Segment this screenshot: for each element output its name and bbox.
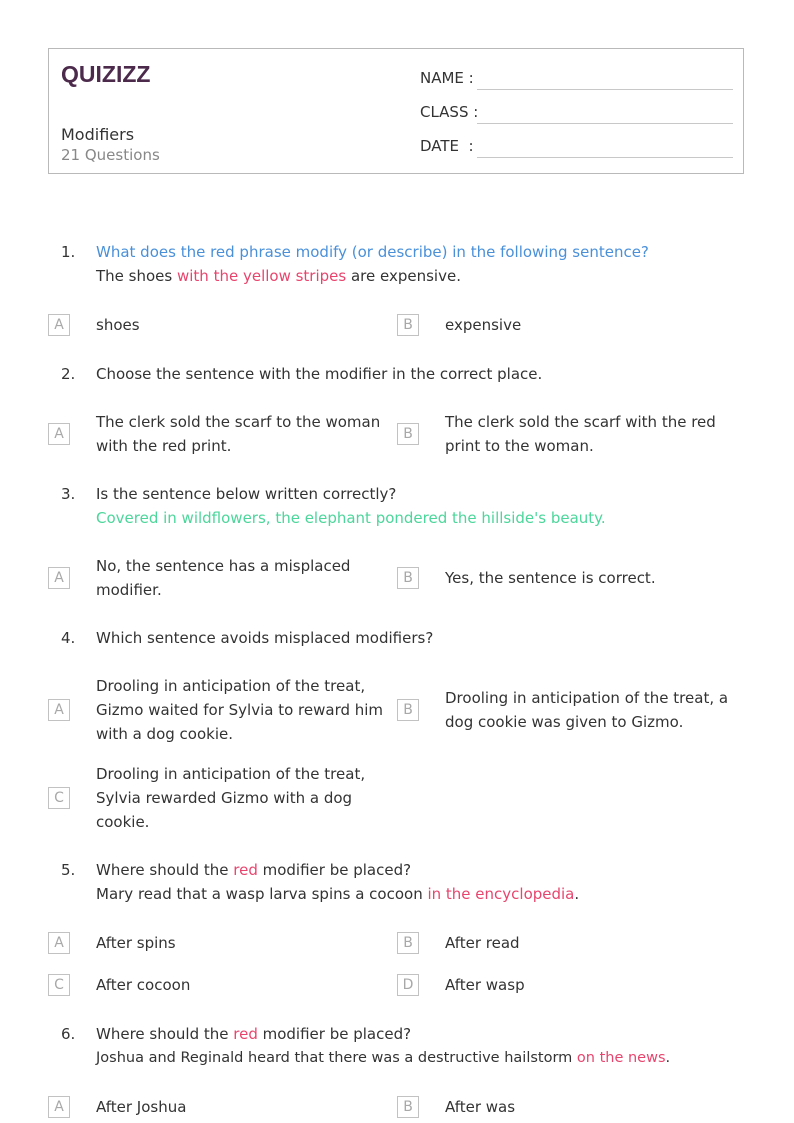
worksheet-title: Modifiers bbox=[61, 125, 135, 144]
sentence-text: Mary read that a wasp larva spins a cocoon bbox=[96, 885, 428, 903]
svg-text:QUIZIZZ: QUIZIZZ bbox=[61, 61, 151, 87]
prompt-text: Where should the bbox=[96, 861, 234, 879]
option-letter-box[interactable]: A bbox=[48, 423, 70, 445]
question-number: 6. bbox=[61, 1025, 76, 1043]
option-line: Sylvia rewarded Gizmo with a dog bbox=[96, 789, 353, 807]
question-prompt bbox=[96, 858, 411, 882]
option-letter-box[interactable]: C bbox=[48, 974, 70, 996]
option-letter-box[interactable]: C bbox=[48, 787, 70, 809]
question-number: 4. bbox=[61, 629, 76, 647]
question-prompt: Is the sentence below written correctly? bbox=[96, 485, 397, 503]
highlighted-word: red bbox=[233, 1025, 258, 1043]
option-letter-box[interactable]: B bbox=[397, 567, 419, 589]
option-letter-box[interactable]: B bbox=[397, 1096, 419, 1118]
option-line: Drooling in anticipation of the treat, bbox=[96, 677, 366, 695]
question-number: 3. bbox=[61, 485, 76, 503]
prompt-text: modifier be placed? bbox=[257, 1025, 412, 1043]
option-letter-box[interactable]: B bbox=[397, 314, 419, 336]
class-field-line[interactable] bbox=[477, 123, 733, 124]
question-prompt: Which sentence avoids misplaced modifiers? bbox=[96, 629, 434, 647]
highlighted-phrase: in the encyclopedia bbox=[427, 885, 575, 903]
class-label: CLASS : bbox=[420, 103, 479, 121]
option-line: dog cookie was given to Gizmo. bbox=[445, 713, 684, 731]
highlighted-phrase: on the news bbox=[576, 1050, 666, 1066]
option-line: with a dog cookie. bbox=[96, 725, 233, 743]
option-letter-box[interactable]: D bbox=[397, 974, 419, 996]
sentence-text: Joshua and Reginald heard that there was a destructive hailstorm bbox=[96, 1050, 577, 1066]
option-line: Gizmo waited for Sylvia to reward him bbox=[96, 701, 384, 719]
option-letter-box[interactable]: B bbox=[397, 699, 419, 721]
option-text[interactable] bbox=[445, 410, 735, 458]
worksheet-header bbox=[48, 48, 744, 174]
option-line: The clerk sold the scarf to the woman bbox=[96, 413, 381, 431]
option-text[interactable]: After wasp bbox=[445, 976, 525, 994]
option-line: The clerk sold the scarf with the red bbox=[445, 413, 716, 431]
date-field-line[interactable] bbox=[477, 157, 733, 158]
option-text[interactable] bbox=[96, 674, 386, 746]
option-line: with the red print. bbox=[96, 437, 232, 455]
sentence-text: are expensive. bbox=[346, 267, 461, 285]
question-count: 21 Questions bbox=[61, 146, 160, 164]
sentence-text: The shoes bbox=[96, 267, 177, 285]
option-text[interactable] bbox=[445, 686, 745, 734]
option-text[interactable]: After spins bbox=[96, 934, 176, 952]
prompt-text: What does the red phrase modify (or describe) in the following sentence? bbox=[96, 243, 649, 261]
option-line: No, the sentence has a misplaced bbox=[96, 557, 351, 575]
question-number: 1. bbox=[61, 243, 76, 261]
option-letter-box[interactable]: A bbox=[48, 932, 70, 954]
option-letter-box[interactable]: B bbox=[397, 423, 419, 445]
question-number: 5. bbox=[61, 861, 76, 879]
name-field-line[interactable] bbox=[477, 89, 733, 90]
question-prompt bbox=[96, 240, 649, 264]
question-prompt bbox=[96, 1022, 411, 1046]
question-prompt: Choose the sentence with the modifier in the correct place. bbox=[96, 365, 543, 383]
option-text[interactable] bbox=[96, 410, 386, 458]
question-number: 2. bbox=[61, 365, 76, 383]
option-line: Drooling in anticipation of the treat, a bbox=[445, 689, 729, 707]
option-text[interactable]: expensive bbox=[445, 316, 522, 334]
quizizz-logo bbox=[61, 57, 153, 89]
option-letter-box[interactable]: B bbox=[397, 932, 419, 954]
option-text[interactable]: shoes bbox=[96, 316, 140, 334]
option-text[interactable]: Yes, the sentence is correct. bbox=[445, 569, 656, 587]
question-sentence: Covered in wildflowers, the elephant pondered the hillside's beauty. bbox=[96, 509, 606, 527]
option-text[interactable]: After cocoon bbox=[96, 976, 191, 994]
name-label: NAME : bbox=[420, 69, 474, 87]
option-letter-box[interactable]: A bbox=[48, 1096, 70, 1118]
option-letter-box[interactable]: A bbox=[48, 314, 70, 336]
highlighted-phrase: with the yellow stripes bbox=[176, 267, 347, 285]
option-text[interactable]: After read bbox=[445, 934, 520, 952]
option-text[interactable]: After Joshua bbox=[96, 1098, 187, 1116]
option-letter-box[interactable]: A bbox=[48, 567, 70, 589]
option-letter-box[interactable]: A bbox=[48, 699, 70, 721]
highlighted-word: red bbox=[233, 861, 258, 879]
question-sentence bbox=[96, 1046, 670, 1070]
date-label: DATE : bbox=[420, 137, 474, 155]
option-text[interactable] bbox=[96, 762, 386, 834]
prompt-text: modifier be placed? bbox=[257, 861, 412, 879]
sentence-text: . bbox=[574, 885, 580, 903]
option-text[interactable] bbox=[96, 554, 386, 602]
prompt-text: Where should the bbox=[96, 1025, 234, 1043]
option-line: cookie. bbox=[96, 813, 150, 831]
question-sentence bbox=[96, 882, 579, 906]
question-sentence bbox=[96, 264, 461, 288]
option-line: print to the woman. bbox=[445, 437, 594, 455]
option-line: modifier. bbox=[96, 581, 162, 599]
option-line: Drooling in anticipation of the treat, bbox=[96, 765, 366, 783]
sentence-text: . bbox=[665, 1050, 671, 1066]
option-text[interactable]: After was bbox=[445, 1098, 516, 1116]
